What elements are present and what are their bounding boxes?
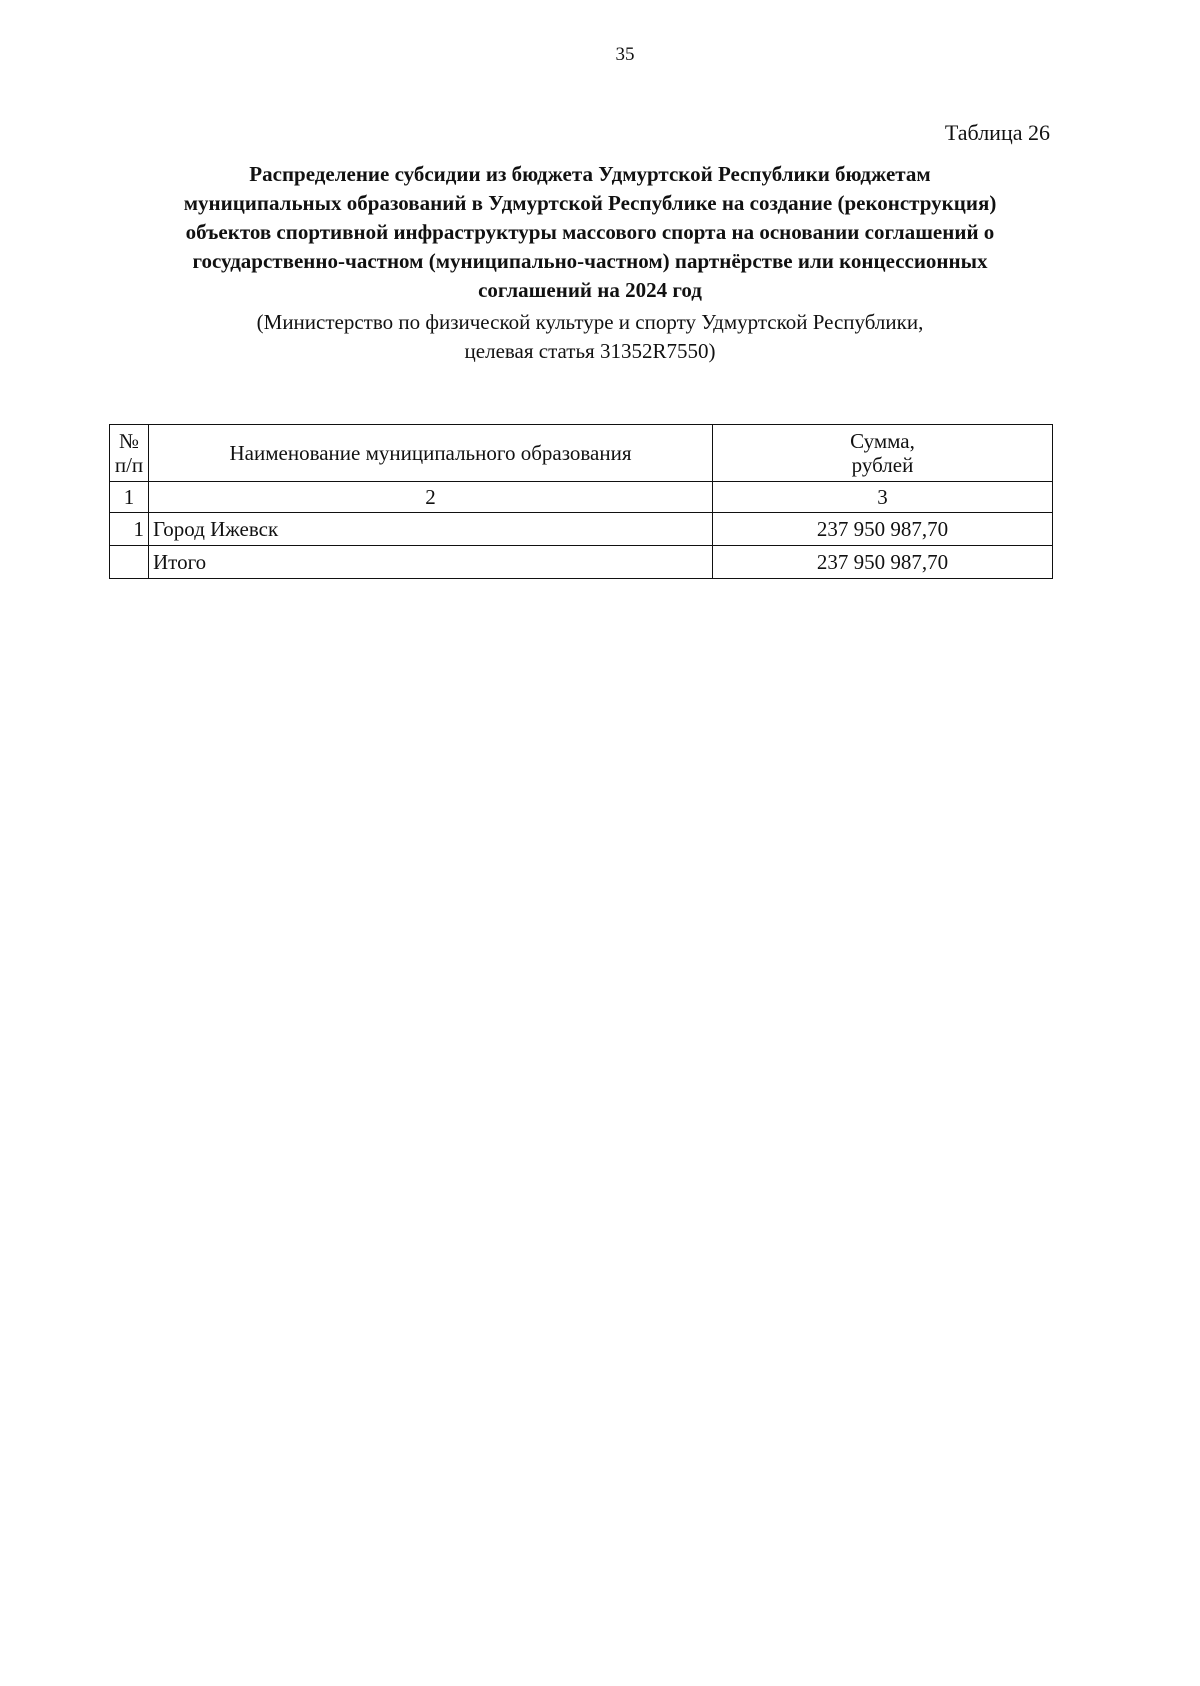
index-cell: 2 xyxy=(149,482,713,513)
title-line: объектов спортивной инфраструктуры массового спорта на основании соглашений о xyxy=(185,220,995,244)
subsidy-table xyxy=(109,424,1053,579)
index-cell: 1 xyxy=(110,482,149,513)
title-line: Распределение субсидии из бюджета Удмуртской Республики бюджетам xyxy=(249,162,931,186)
header-sum xyxy=(713,425,1053,482)
header-sum-line2: рублей xyxy=(851,453,914,477)
row-sum-cell: 237 950 987,70 xyxy=(713,513,1053,546)
document-subtitle xyxy=(110,308,1070,366)
document-title xyxy=(110,160,1070,305)
table-row-total xyxy=(110,546,1053,579)
table-index-row xyxy=(110,482,1053,513)
header-sum-line1: Сумма, xyxy=(850,429,915,453)
table-header-row xyxy=(110,425,1053,482)
subtitle-line: целевая статья 31352R7550) xyxy=(464,339,716,363)
title-line: государственно-частном (муниципально-частном) партнёрстве или концессионных xyxy=(192,249,988,273)
row-num-cell: 1 xyxy=(110,513,149,546)
row-name-cell: Итого xyxy=(149,546,713,579)
row-num-cell xyxy=(110,546,149,579)
header-num-line1: № xyxy=(118,429,140,453)
table-row xyxy=(110,513,1053,546)
subtitle-line: (Министерство по физической культуре и спорту Удмуртской Республики, xyxy=(256,310,924,334)
header-num-line2: п/п xyxy=(114,453,144,477)
title-line: муниципальных образований в Удмуртской Республике на создание (реконструкция) xyxy=(183,191,997,215)
table-label: Таблица 26 xyxy=(944,120,1050,145)
header-name: Наименование муниципального образования xyxy=(149,425,713,482)
title-line: соглашений на 2024 год xyxy=(478,278,702,302)
header-num xyxy=(110,425,149,482)
row-name-cell: Город Ижевск xyxy=(149,513,713,546)
index-cell: 3 xyxy=(713,482,1053,513)
row-sum-cell: 237 950 987,70 xyxy=(713,546,1053,579)
page-number: 35 xyxy=(615,44,635,65)
